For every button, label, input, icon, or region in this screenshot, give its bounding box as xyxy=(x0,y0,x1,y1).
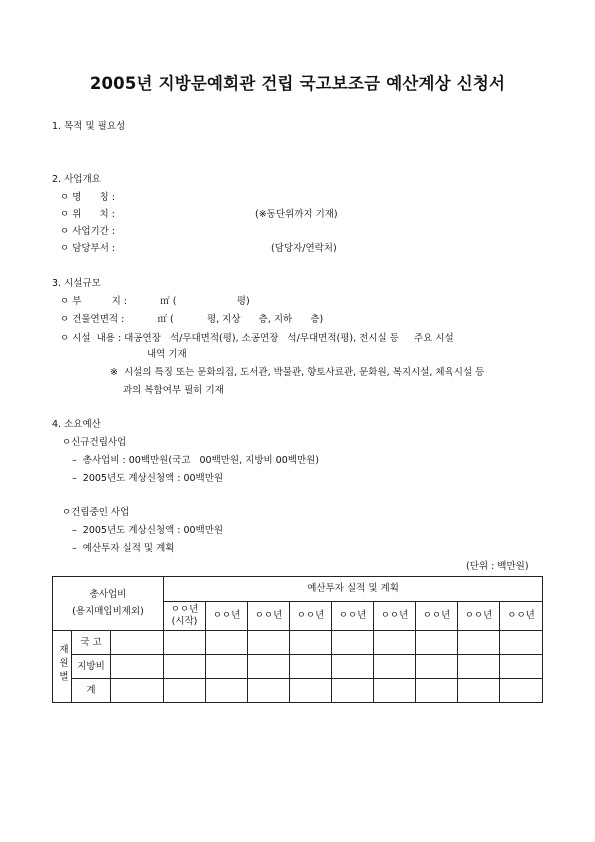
row-label-national: 국 고 xyxy=(72,631,111,655)
year-start-header xyxy=(164,602,206,631)
table-cell xyxy=(206,655,248,679)
table-cell xyxy=(374,655,416,679)
facility-content-continued: 내역 기재 xyxy=(147,349,187,360)
facility-note-line: ※ 시설의 특징 또는 문화의집, 도서관, 박물관, 향토사료관, 문화원, 복지시설, 체육시설 등 xyxy=(110,367,485,378)
table-cell xyxy=(248,631,290,655)
table-cell xyxy=(416,679,458,703)
table-cell xyxy=(416,655,458,679)
new-request-line: – 2005년도 계상신청액 : 00백만원 xyxy=(72,473,224,484)
facility-content-line: ㅇ 시설 내용 : 대공연장 석/무대면적(평), 소공연장 석/무대면적(평), 전시실 등 주요 시설 xyxy=(60,333,454,344)
table-cell xyxy=(332,655,374,679)
department-note: (담당자/연락처) xyxy=(271,243,337,254)
table-cell xyxy=(458,631,500,655)
table-cell xyxy=(111,655,164,679)
ongoing-plan-line: – 예산투자 실적 및 계획 xyxy=(72,543,175,554)
table-cell xyxy=(416,631,458,655)
year-header: ㅇㅇ년 xyxy=(374,602,416,631)
department-line: ㅇ 담당부서 : xyxy=(60,243,116,254)
total-cost-label: 총사업비 xyxy=(89,589,127,600)
unit-note: (단위 : 백만원) xyxy=(466,561,529,572)
ongoing-project-heading: ㅇ건립중인 사업 xyxy=(62,507,130,518)
table-cell xyxy=(500,631,543,655)
table-cell xyxy=(458,679,500,703)
funding-source-label: 재원별 xyxy=(53,631,72,703)
table-cell xyxy=(248,655,290,679)
project-period-line: ㅇ 사업기간 : xyxy=(60,226,116,237)
year-header: ㅇㅇ년 xyxy=(500,602,543,631)
table-cell xyxy=(290,631,332,655)
site-area-line: ㅇ 부 지 : ㎡ ( 평) xyxy=(60,296,250,307)
total-cost-sub: (용지매입비제외) xyxy=(72,606,144,617)
table-cell xyxy=(374,679,416,703)
table-cell xyxy=(164,679,206,703)
table-cell xyxy=(206,631,248,655)
year-header: ㅇㅇ년 xyxy=(248,602,290,631)
plan-header: 예산투자 실적 및 계획 xyxy=(164,577,543,602)
new-total-cost-line: – 총사업비 : 00백만원(국고 00백만원, 지방비 00백만원) xyxy=(72,455,320,466)
table-cell xyxy=(332,631,374,655)
table-cell xyxy=(374,631,416,655)
location-note: (※동단위까지 기재) xyxy=(255,209,338,220)
section-2-heading: 2. 사업개요 xyxy=(52,174,101,185)
year-start-sub: (시작) xyxy=(171,616,198,627)
year-header: ㅇㅇ년 xyxy=(416,602,458,631)
ongoing-request-line: – 2005년도 계상신청액 : 00백만원 xyxy=(72,525,224,536)
table-cell xyxy=(164,655,206,679)
year-header: ㅇㅇ년 xyxy=(206,602,248,631)
year-header: ㅇㅇ년 xyxy=(332,602,374,631)
table-cell xyxy=(206,679,248,703)
table-cell xyxy=(458,655,500,679)
table-cell xyxy=(332,679,374,703)
section-1-heading: 1. 목적 및 필요성 xyxy=(52,121,126,132)
table-cell xyxy=(111,679,164,703)
document-title: 2005년 지방문예회관 건립 국고보조금 예산계상 신청서 xyxy=(89,74,506,93)
year-start-label: ㅇㅇ년 xyxy=(170,604,199,615)
year-header: ㅇㅇ년 xyxy=(458,602,500,631)
table-cell xyxy=(500,679,543,703)
table-row xyxy=(53,655,543,679)
table-cell xyxy=(248,679,290,703)
table-cell xyxy=(290,655,332,679)
project-name-line: ㅇ 명 칭 : xyxy=(60,192,115,203)
section-4-heading: 4. 소요예산 xyxy=(52,419,101,430)
table-cell xyxy=(164,631,206,655)
row-label-local: 지방비 xyxy=(72,655,111,679)
table-cell xyxy=(500,655,543,679)
table-row xyxy=(53,631,543,655)
facility-note-continued: 과의 복합여부 필히 기재 xyxy=(123,385,224,396)
table-row xyxy=(53,679,543,703)
new-project-heading: ㅇ신규건립사업 xyxy=(62,437,127,448)
year-header: ㅇㅇ년 xyxy=(290,602,332,631)
table-cell xyxy=(111,631,164,655)
section-3-heading: 3. 시설규모 xyxy=(52,278,101,289)
total-cost-header xyxy=(53,577,164,631)
floor-area-line: ㅇ 건물연면적 : ㎡ ( 평, 지상 층, 지하 층) xyxy=(60,314,324,325)
table-cell xyxy=(290,679,332,703)
location-line: ㅇ 위 치 : xyxy=(60,209,115,220)
budget-table xyxy=(52,576,543,703)
table-header-row xyxy=(53,577,543,602)
row-label-total: 계 xyxy=(72,679,111,703)
